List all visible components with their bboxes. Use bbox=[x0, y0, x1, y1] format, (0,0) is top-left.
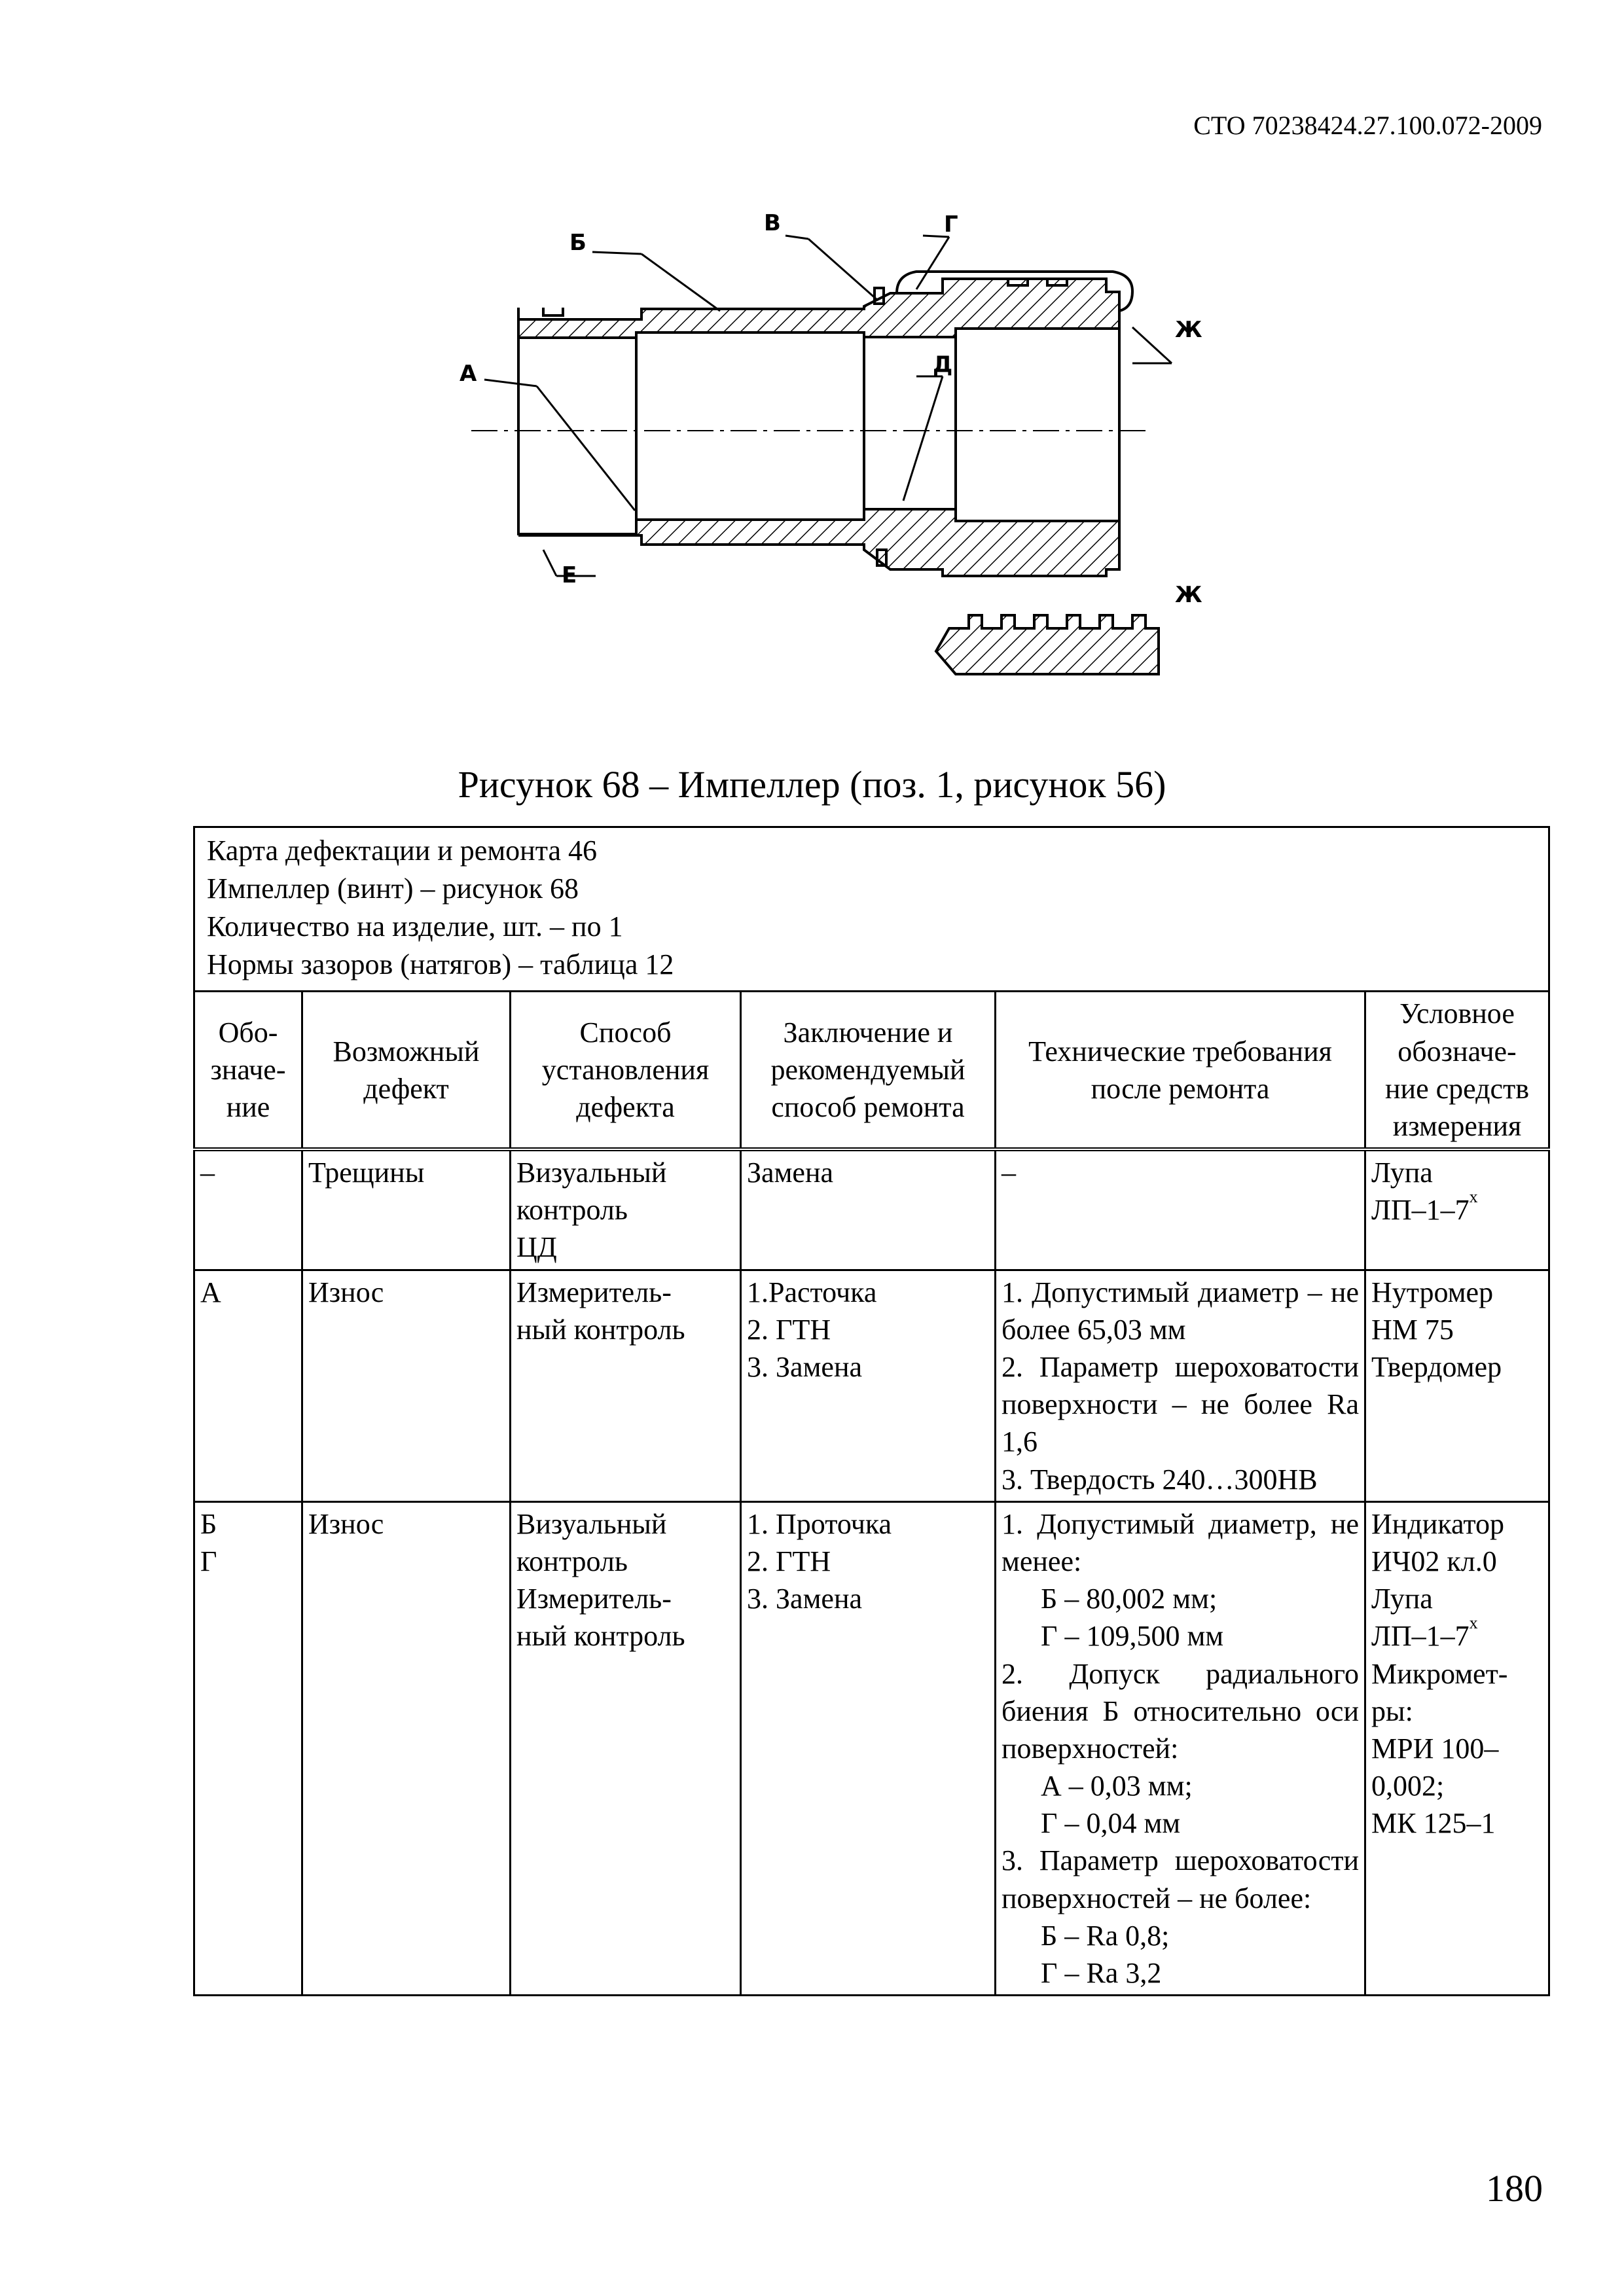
cell-defect: Износ bbox=[302, 1501, 511, 1995]
cell-defect: Трещины bbox=[302, 1149, 511, 1270]
table-row bbox=[194, 1149, 1549, 1270]
cell-tools: Индикатор ИЧ02 кл.0 Лупа $ЛП-1-7^х$ Микромет- ры: МРИ 100– 0,002; МК 125–1 bbox=[1365, 1501, 1549, 1995]
card-part: Импеллер (винт) – рисунок 68 bbox=[207, 872, 579, 905]
table-header bbox=[194, 992, 1549, 1149]
label-b: Б bbox=[569, 230, 586, 256]
label-zh-detail: Ж bbox=[1175, 582, 1202, 608]
col-method: Способ установления дефекта bbox=[511, 992, 741, 1149]
col-designation: Обо- значе- ние bbox=[194, 992, 302, 1149]
cell-method: Визуальный контроль Измеритель- ный контроль bbox=[511, 1501, 741, 1995]
col-repair: Заключение и рекомендуемый способ ремонта bbox=[741, 992, 996, 1149]
col-tools: Условное обозначе- ние средств измерения bbox=[1365, 992, 1549, 1149]
label-g: Г bbox=[944, 211, 958, 238]
cell-tools: Нутромер НМ 75 Твердомер bbox=[1365, 1270, 1549, 1501]
label-zh: Ж bbox=[1175, 317, 1202, 343]
col-requirements: Технические требования после ремонта bbox=[996, 992, 1365, 1149]
cell-requirements: 1. Допустимый диаметр – не более 65,03 мм 2. Параметр шероховатости поверхности – не более Ra 1,6 3. Твердость 240…300HB bbox=[996, 1270, 1365, 1501]
table-row bbox=[194, 1501, 1549, 1995]
document-code: СТО 70238424.27.100.072-2009 bbox=[1193, 111, 1542, 140]
table-row bbox=[194, 1270, 1549, 1501]
card-title: Карта дефектации и ремонта 46 bbox=[207, 834, 597, 867]
cell-method: Измеритель- ный контроль bbox=[511, 1270, 741, 1501]
cell-defect: Износ bbox=[302, 1270, 511, 1501]
impeller-section-view bbox=[471, 236, 1172, 674]
cell-method: Визуальный контроль ЦД bbox=[511, 1149, 741, 1270]
impeller-drawing bbox=[445, 177, 1362, 740]
defect-repair-card bbox=[193, 826, 1550, 1996]
cell-requirements: – bbox=[996, 1149, 1365, 1270]
cell-tools: Лупа $ЛП-1-7^х$ bbox=[1365, 1149, 1549, 1270]
cell-requirements: 1. Допустимый диаметр, не менее: Б – 80,002 мм; Г – 109,500 мм 2. Допуск радиального биения Б относительно оси поверхностей: А – 0,03 мм; Г – 0,04 мм 3. Параметр шероховатости поверхностей – не более: Б – Ra 0,8; Г – Ra 3,2 bbox=[996, 1501, 1365, 1995]
col-defect: Возможный дефект bbox=[302, 992, 511, 1149]
cell-repair: Замена bbox=[741, 1149, 996, 1270]
figure-caption: Рисунок 68 – Импеллер (поз. 1, рисунок 56) bbox=[458, 763, 1166, 806]
card-info bbox=[194, 827, 1549, 992]
cell-designation: – bbox=[194, 1149, 302, 1270]
card-quantity: Количество на изделие, шт. – по 1 bbox=[207, 910, 623, 943]
label-d: Д bbox=[933, 351, 953, 378]
label-e: Е bbox=[562, 562, 577, 588]
detail-zh-section bbox=[936, 615, 1159, 674]
cell-repair: 1.Расточка 2. ГТН 3. Замена bbox=[741, 1270, 996, 1501]
label-a: А bbox=[460, 361, 477, 387]
page-number: 180 bbox=[1486, 2167, 1543, 2210]
cell-designation: Б Г bbox=[194, 1501, 302, 1995]
cell-designation: А bbox=[194, 1270, 302, 1501]
cell-repair: 1. Проточка 2. ГТН 3. Замена bbox=[741, 1501, 996, 1995]
label-v: В bbox=[764, 210, 781, 236]
card-clearance-norms: Нормы зазоров (натягов) – таблица 12 bbox=[207, 948, 674, 981]
